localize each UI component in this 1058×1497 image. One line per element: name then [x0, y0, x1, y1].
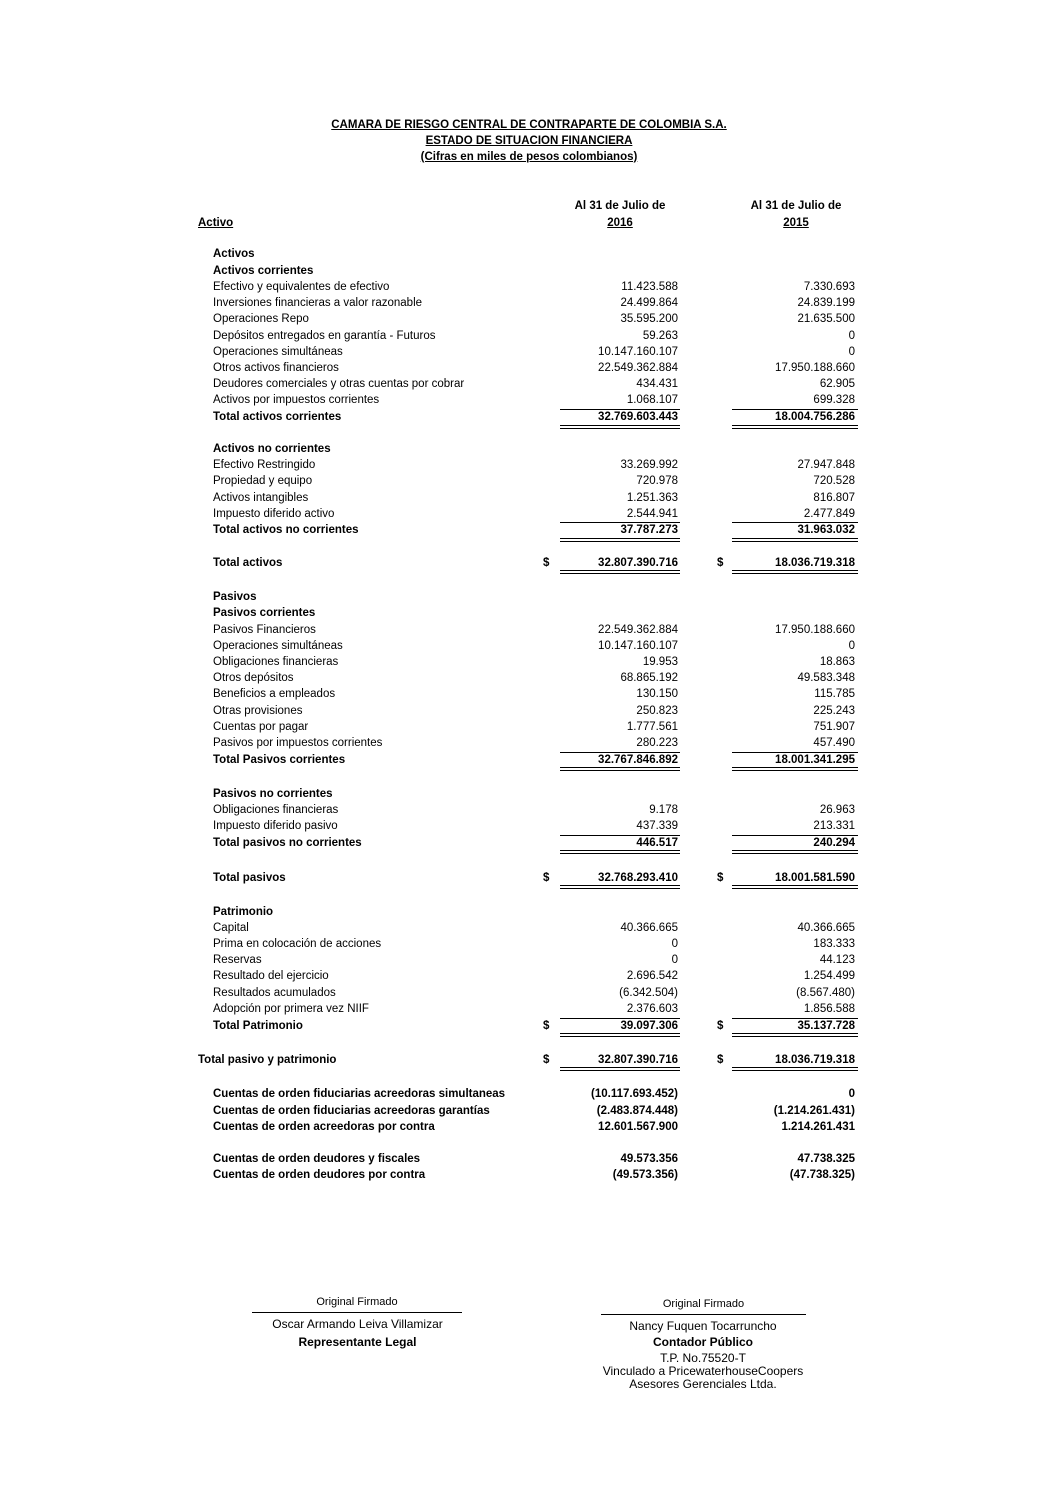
value-2015: (8.567.480) — [796, 987, 855, 999]
row-label: Capital — [213, 922, 249, 934]
value-2016: 32.767.846.892 — [598, 754, 678, 766]
statement-row — [0, 378, 1058, 394]
value-2016: 1.068.107 — [626, 394, 678, 406]
value-2016: 720.978 — [636, 475, 678, 487]
subtotal-rule-2015 — [732, 835, 858, 836]
statement-row — [0, 394, 1058, 410]
currency-symbol: $ — [717, 557, 724, 569]
currency-symbol: $ — [543, 1054, 550, 1066]
value-2015: 1.856.588 — [803, 1003, 855, 1015]
total-double-rule-2015 — [732, 425, 858, 426]
value-2015: 18.004.756.286 — [775, 411, 855, 423]
value-2016: 446.517 — [636, 837, 678, 849]
value-2015: 457.490 — [813, 737, 855, 749]
row-label: Cuentas de orden deudores y fiscales — [213, 1153, 421, 1165]
statement-row — [0, 524, 1058, 540]
currency-symbol: $ — [717, 1020, 724, 1032]
right-signature-line — [601, 1314, 806, 1315]
subtotal-rule-2016 — [560, 1018, 680, 1019]
value-2016: 32.807.390.716 — [598, 557, 678, 569]
value-2016: 1.777.561 — [626, 721, 678, 733]
value-2016: 434.431 — [636, 378, 678, 390]
statement-row — [0, 508, 1058, 524]
value-2016: 37.787.273 — [620, 524, 678, 536]
row-label: Activos corrientes — [213, 265, 314, 277]
row-label: Total activos corrientes — [213, 411, 342, 423]
row-label: Operaciones simultáneas — [213, 640, 343, 652]
row-label: Total activos no corrientes — [213, 524, 359, 536]
total-double-rule-2015 — [732, 888, 858, 889]
statement-row — [0, 754, 1058, 770]
value-2016: 2.696.542 — [626, 970, 678, 982]
currency-symbol: $ — [717, 1054, 724, 1066]
row-label: Total Pasivos corrientes — [213, 754, 346, 766]
value-2016: 280.223 — [636, 737, 678, 749]
value-2015: 62.905 — [819, 378, 855, 390]
statement-row — [0, 362, 1058, 378]
value-2015: (1.214.261.431) — [773, 1105, 855, 1117]
subtotal-rule-2015 — [732, 409, 858, 410]
total-double-rule-2015 — [732, 428, 858, 429]
total-double-rule-2016 — [560, 1070, 680, 1071]
total-double-rule-2016 — [560, 570, 680, 571]
statement-row — [0, 492, 1058, 508]
total-double-rule-2015 — [732, 1033, 858, 1034]
statement-row — [0, 954, 1058, 970]
row-label: Total pasivos — [213, 872, 286, 884]
row-label: Activos intangibles — [213, 492, 309, 504]
col-2016-heading: Al 31 de Julio de — [574, 200, 666, 212]
value-2016: 10.147.160.107 — [598, 346, 678, 358]
value-2016: 130.150 — [636, 688, 678, 700]
value-2016: 437.339 — [636, 820, 678, 832]
total-double-rule-2016 — [560, 853, 680, 854]
value-2016: 49.573.356 — [620, 1153, 678, 1165]
row-label: Pasivos — [213, 591, 257, 603]
statement-row — [0, 922, 1058, 938]
row-label: Total pasivo y patrimonio — [198, 1054, 337, 1066]
statement-row — [0, 656, 1058, 672]
value-2016: 40.366.665 — [620, 922, 678, 934]
row-label: Cuentas de orden deudores por contra — [213, 1169, 426, 1181]
value-2015: 21.635.500 — [797, 313, 855, 325]
value-2016: 2.376.603 — [626, 1003, 678, 1015]
row-label: Deudores comerciales y otras cuentas por cobrar — [213, 378, 465, 390]
total-double-rule-2015 — [732, 570, 858, 571]
row-label: Operaciones Repo — [213, 313, 309, 325]
right-signer-role: Contador Público — [653, 1335, 753, 1349]
statement-row — [0, 1153, 1058, 1169]
value-2016: (10.117.693.452) — [591, 1088, 678, 1100]
statement-row — [0, 872, 1058, 888]
statement-row — [0, 721, 1058, 737]
value-2015: 213.331 — [813, 820, 855, 832]
value-2016: 0 — [671, 954, 678, 966]
value-2016: 24.499.864 — [620, 297, 678, 309]
statement-row — [0, 970, 1058, 986]
value-2016: 11.423.588 — [621, 281, 678, 293]
statement-row — [0, 248, 1058, 264]
currency-symbol: $ — [543, 872, 550, 884]
right-signer-firm: Asesores Gerenciales Ltda. — [629, 1377, 777, 1391]
col-2015-year: 2015 — [783, 217, 809, 229]
value-2015: 0 — [848, 1088, 855, 1100]
statement-row — [0, 475, 1058, 491]
row-label: Activos — [213, 248, 255, 260]
value-2016: 2.544.941 — [626, 508, 678, 520]
value-2015: 18.863 — [819, 656, 855, 668]
row-label: Cuentas por pagar — [213, 721, 309, 733]
value-2015: 26.963 — [819, 804, 855, 816]
statement-row — [0, 788, 1058, 804]
row-label: Total activos — [213, 557, 283, 569]
row-label: Pasivos no corrientes — [213, 788, 333, 800]
value-2015: 18.001.581.590 — [775, 872, 855, 884]
statement-row — [0, 672, 1058, 688]
total-double-rule-2016 — [560, 1067, 680, 1068]
value-2016: 22.549.362.884 — [598, 624, 678, 636]
total-double-rule-2015 — [732, 770, 858, 771]
statement-row — [0, 906, 1058, 922]
value-2015: 115.785 — [814, 688, 855, 700]
total-double-rule-2015 — [732, 1067, 858, 1068]
row-label: Obligaciones financieras — [213, 804, 339, 816]
value-2015: 47.738.325 — [797, 1153, 855, 1165]
statement-row — [0, 557, 1058, 573]
activo-heading: Activo — [198, 217, 234, 229]
value-2015: 24.839.199 — [797, 297, 855, 309]
value-2016: 39.097.306 — [620, 1020, 678, 1032]
row-label: Total pasivos no corrientes — [213, 837, 362, 849]
right-signer-affiliation: Vinculado a PricewaterhouseCoopers — [602, 1364, 804, 1378]
total-double-rule-2015 — [732, 850, 858, 851]
total-double-rule-2016 — [560, 850, 680, 851]
row-label: Reservas — [213, 954, 262, 966]
right-signed-note: Original Firmado — [662, 1298, 745, 1310]
left-signer-name: Oscar Armando Leiva Villamizar — [272, 1317, 443, 1331]
total-double-rule-2015 — [732, 853, 858, 854]
row-label: Activos no corrientes — [213, 443, 331, 455]
currency-symbol: $ — [543, 1020, 550, 1032]
statement-row — [0, 820, 1058, 836]
value-2015: 225.243 — [813, 705, 855, 717]
value-2016: 9.178 — [649, 804, 678, 816]
subtotal-rule-2016 — [560, 752, 680, 753]
row-label: Impuesto diferido activo — [213, 508, 335, 520]
row-label: Otras provisiones — [213, 705, 303, 717]
row-label: Cuentas de orden fiduciarias acreedoras simultaneas — [213, 1088, 506, 1100]
statement-row — [0, 804, 1058, 820]
value-2016: 32.769.603.443 — [598, 411, 678, 423]
row-label: Patrimonio — [213, 906, 274, 918]
row-label: Depósitos entregados en garantía - Futuros — [213, 330, 436, 342]
row-label: Adopción por primera vez NIIF — [213, 1003, 369, 1015]
value-2016: (2.483.874.448) — [596, 1105, 678, 1117]
row-label: Total Patrimonio — [213, 1020, 303, 1032]
value-2016: 12.601.567.900 — [598, 1121, 678, 1133]
value-2016: (49.573.356) — [612, 1169, 678, 1181]
row-label: Cuentas de orden acreedoras por contra — [213, 1121, 435, 1133]
total-double-rule-2016 — [560, 538, 680, 539]
row-label: Efectivo Restringido — [213, 459, 316, 471]
row-label: Inversiones financieras a valor razonable — [213, 297, 423, 309]
total-double-rule-2016 — [560, 573, 680, 574]
subtotal-rule-2016 — [560, 522, 680, 523]
statement-row — [0, 1003, 1058, 1019]
value-2015: 699.328 — [813, 394, 855, 406]
row-label: Efectivo y equivalentes de efectivo — [213, 281, 390, 293]
statement-row — [0, 705, 1058, 721]
statement-row — [0, 1020, 1058, 1036]
col-2016-year: 2016 — [607, 217, 633, 229]
statement-row — [0, 297, 1058, 313]
statement-row — [0, 607, 1058, 623]
right-signer-tp: T.P. No.75520-T — [660, 1351, 746, 1365]
subtotal-rule-2015 — [732, 752, 858, 753]
statement-row — [0, 938, 1058, 954]
value-2016: 33.269.992 — [620, 459, 678, 471]
total-double-rule-2015 — [732, 1036, 858, 1037]
value-2015: 751.907 — [813, 721, 855, 733]
row-label: Otros activos financieros — [213, 362, 339, 374]
value-2015: 240.294 — [813, 837, 855, 849]
subtotal-rule-2016 — [560, 409, 680, 410]
subtotal-rule-2016 — [560, 835, 680, 836]
statement-row — [0, 459, 1058, 475]
row-label: Impuesto diferido pasivo — [213, 820, 338, 832]
total-double-rule-2016 — [560, 428, 680, 429]
value-2015: 0 — [848, 346, 855, 358]
row-label: Otros depósitos — [213, 672, 294, 684]
value-2015: 1.214.261.431 — [781, 1121, 855, 1133]
value-2015: 1.254.499 — [803, 970, 855, 982]
value-2015: 18.036.719.318 — [775, 1054, 855, 1066]
statement-row — [0, 330, 1058, 346]
statement-row — [0, 737, 1058, 753]
statement-title: ESTADO DE SITUACION FINANCIERA — [425, 135, 633, 147]
value-2015: 0 — [848, 330, 855, 342]
statement-row — [0, 987, 1058, 1003]
row-label: Activos por impuestos corrientes — [213, 394, 380, 406]
value-2016: 250.823 — [636, 705, 678, 717]
units-note: (Cifras en miles de pesos colombianos) — [420, 151, 638, 163]
total-double-rule-2016 — [560, 425, 680, 426]
row-label: Obligaciones financieras — [213, 656, 339, 668]
subtotal-rule-2015 — [732, 522, 858, 523]
row-label: Prima en colocación de acciones — [213, 938, 382, 950]
subtotal-rule-2015 — [732, 1018, 858, 1019]
total-double-rule-2016 — [560, 541, 680, 542]
value-2016: 1.251.363 — [626, 492, 678, 504]
value-2015: 27.947.848 — [797, 459, 855, 471]
value-2016: 19.953 — [642, 656, 678, 668]
value-2016: 35.595.200 — [620, 313, 678, 325]
total-double-rule-2016 — [560, 770, 680, 771]
value-2016: 59.263 — [642, 330, 678, 342]
statement-row — [0, 1088, 1058, 1104]
total-double-rule-2016 — [560, 1036, 680, 1037]
total-double-rule-2015 — [732, 538, 858, 539]
value-2015: 44.123 — [819, 954, 855, 966]
value-2016: 32.768.293.410 — [598, 872, 678, 884]
statement-row — [0, 688, 1058, 704]
statement-row — [0, 1054, 1058, 1070]
total-double-rule-2016 — [560, 885, 680, 886]
value-2015: 720.528 — [813, 475, 855, 487]
statement-row — [0, 640, 1058, 656]
value-2015: 0 — [848, 640, 855, 652]
statement-row — [0, 265, 1058, 281]
value-2016: 0 — [671, 938, 678, 950]
value-2016: (6.342.504) — [619, 987, 678, 999]
row-label: Pasivos Financieros — [213, 624, 316, 636]
statement-row — [0, 1169, 1058, 1185]
value-2015: 7.330.693 — [803, 281, 855, 293]
value-2015: 816.807 — [813, 492, 855, 504]
total-double-rule-2016 — [560, 888, 680, 889]
value-2016: 68.865.192 — [620, 672, 678, 684]
statement-row — [0, 591, 1058, 607]
value-2015: 31.963.032 — [797, 524, 855, 536]
value-2015: 17.950.188.660 — [775, 624, 855, 636]
value-2016: 22.549.362.884 — [598, 362, 678, 374]
total-double-rule-2015 — [732, 1070, 858, 1071]
statement-row — [0, 1121, 1058, 1137]
total-double-rule-2016 — [560, 767, 680, 768]
row-label: Pasivos por impuestos corrientes — [213, 737, 383, 749]
row-label: Resultados acumulados — [213, 987, 336, 999]
value-2016: 32.807.390.716 — [598, 1054, 678, 1066]
right-signer-name: Nancy Fuquen Tocarruncho — [629, 1319, 777, 1333]
left-signature-line — [252, 1312, 462, 1313]
value-2015: 183.333 — [813, 938, 855, 950]
row-label: Beneficios a empleados — [213, 688, 336, 700]
statement-row — [0, 443, 1058, 459]
value-2015: 18.036.719.318 — [775, 557, 855, 569]
statement-row — [0, 281, 1058, 297]
row-label: Pasivos corrientes — [213, 607, 316, 619]
total-double-rule-2015 — [732, 541, 858, 542]
company-name: CAMARA DE RIESGO CENTRAL DE CONTRAPARTE DE COLOMBIA S.A. — [331, 119, 727, 131]
value-2015: 49.583.348 — [797, 672, 855, 684]
total-double-rule-2015 — [732, 885, 858, 886]
value-2016: 10.147.160.107 — [598, 640, 678, 652]
statement-row — [0, 1105, 1058, 1121]
currency-symbol: $ — [543, 557, 550, 569]
statement-row — [0, 313, 1058, 329]
statement-row — [0, 837, 1058, 853]
statement-row — [0, 346, 1058, 362]
total-double-rule-2016 — [560, 1033, 680, 1034]
row-label: Operaciones simultáneas — [213, 346, 343, 358]
value-2015: 17.950.188.660 — [775, 362, 855, 374]
value-2015: 35.137.728 — [797, 1020, 855, 1032]
left-signed-note: Original Firmado — [316, 1296, 398, 1308]
value-2015: 2.477.849 — [803, 508, 855, 520]
total-double-rule-2015 — [732, 573, 858, 574]
row-label: Resultado del ejercicio — [213, 970, 329, 982]
statement-row — [0, 624, 1058, 640]
value-2015: 40.366.665 — [797, 922, 855, 934]
left-signer-role: Representante Legal — [298, 1335, 417, 1349]
value-2015: (47.738.325) — [789, 1169, 855, 1181]
row-label: Propiedad y equipo — [213, 475, 313, 487]
row-label: Cuentas de orden fiduciarias acreedoras garantías — [213, 1105, 490, 1117]
statement-row — [0, 411, 1058, 427]
value-2015: 18.001.341.295 — [775, 754, 855, 766]
currency-symbol: $ — [717, 872, 724, 884]
total-double-rule-2015 — [732, 767, 858, 768]
col-2015-heading: Al 31 de Julio de — [750, 200, 842, 212]
